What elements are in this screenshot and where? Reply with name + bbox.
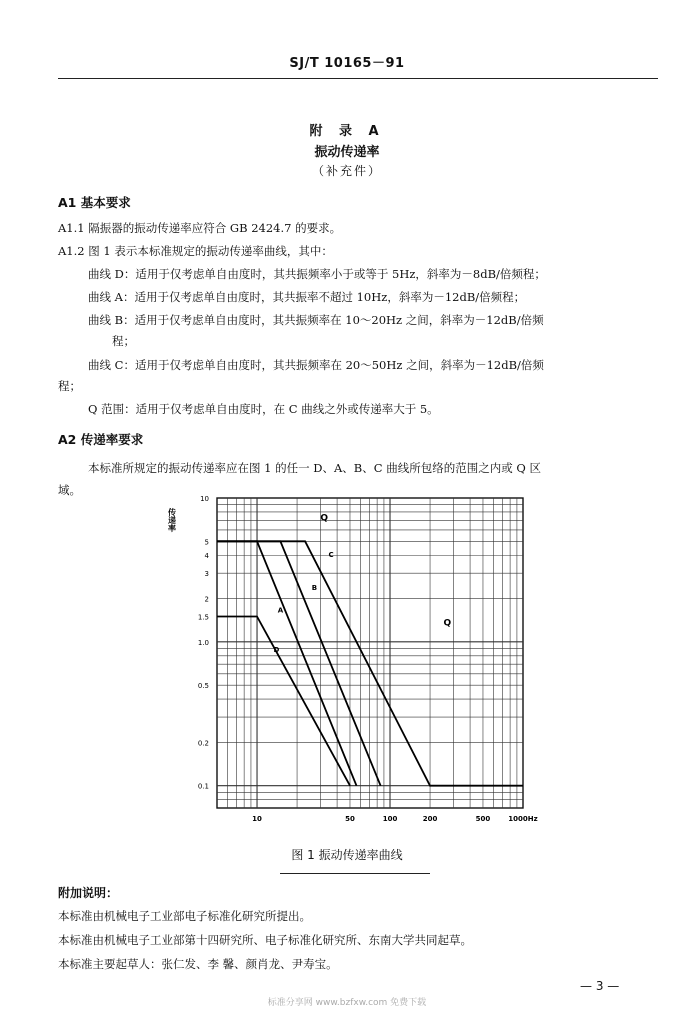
paragraph-a2: 本标准所规定的振动传递率应在图 1 的任一 D、A、B、C 曲线所包络的范围之内或 Q 区 [88, 461, 541, 475]
watermark: 标准分享网 www.bzfxw.com 免费下载 [267, 998, 427, 1008]
y-tick-label: 0.1 [197, 782, 209, 791]
appendix-note: （补充件） [311, 164, 382, 178]
curve-a-description: 曲线 A：适用于仅考虑单自由度时，其共振率不超过 10Hz，斜率为－12dB/倍频程； [88, 290, 526, 304]
region-label-q: Q [443, 618, 452, 629]
chart-annotations [274, 513, 452, 654]
x-tick-labels [252, 815, 538, 823]
section-a2-heading: A2 传递率要求 [58, 432, 144, 447]
paragraph-a2-cont: 域。 [58, 483, 81, 497]
header-rule [58, 78, 658, 79]
notes-title: 附加说明： [58, 886, 119, 900]
y-tick-label: 0.5 [197, 682, 209, 691]
x-tick-label: 100 [382, 815, 398, 823]
y-tick-label: 3 [204, 570, 209, 579]
curve-label-c: C [328, 550, 334, 559]
region-label-q: Q [320, 513, 329, 524]
transmissibility-chart [160, 490, 560, 840]
note-line-1: 本标准由机械电子工业部电子标准化研究所提出。 [58, 909, 311, 923]
x-tick-label: 200 [422, 815, 438, 823]
figure-caption: 图 1 振动传递率曲线 [291, 848, 403, 862]
y-tick-labels [198, 495, 210, 791]
chart-curves [217, 541, 523, 785]
y-tick-label: 5 [204, 538, 209, 547]
paragraph-a1-2: A1.2 图 1 表示本标准规定的振动传递率曲线，其中： [58, 244, 333, 258]
curve-label-a: A [277, 606, 284, 615]
x-tick-label: 1000Hz [508, 815, 538, 823]
section-a1-heading: A1 基本要求 [58, 195, 131, 210]
curve-a [217, 541, 357, 785]
x-tick-label: 500 [475, 815, 491, 823]
q-region-description: Q 范围：适用于仅考虑单自由度时，在 C 曲线之外或传递率大于 5。 [88, 402, 439, 416]
curve-label-b: B [311, 583, 318, 592]
curve-b [217, 541, 381, 785]
curve-b-description: 曲线 B：适用于仅考虑单自由度时，其共振频率在 10～20Hz 之间，斜率为－12dB/倍频 [88, 313, 544, 327]
curve-b-description-cont: 程； [112, 334, 135, 348]
x-tick-label: 50 [345, 815, 355, 823]
caption-rule [280, 873, 430, 874]
curve-d-description: 曲线 D：适用于仅考虑单自由度时，其共振频率小于或等于 5Hz，斜率为－8dB/倍频程； [88, 267, 546, 281]
appendix-title: 附 录 A [309, 124, 385, 139]
y-tick-label: 10 [200, 495, 209, 503]
y-tick-label: 0.2 [197, 739, 209, 748]
curve-c-description: 曲线 C：适用于仅考虑单自由度时，其共振频率在 20～50Hz 之间，斜率为－12dB/倍频 [88, 358, 544, 372]
page-number: — 3 — [580, 979, 620, 993]
curve-label-d: D [273, 646, 280, 655]
appendix-subtitle: 振动传递率 [314, 145, 380, 160]
note-line-3: 本标准主要起草人：张仁发、李 馨、颜肖龙、尹寿宝。 [58, 957, 338, 971]
y-tick-label: 2 [204, 595, 209, 604]
curve-c [217, 541, 523, 785]
y-axis-label: 传递率 [167, 508, 177, 532]
standard-code-header: SJ/T 10165－91 [289, 56, 405, 71]
curve-c-description-cont: 程； [58, 379, 81, 393]
y-tick-label: 1.0 [197, 638, 209, 647]
y-tick-label: 1.5 [197, 613, 209, 622]
x-tick-label: 10 [252, 815, 262, 823]
y-tick-label: 4 [204, 552, 209, 561]
note-line-2: 本标准由机械电子工业部第十四研究所、电子标准化研究所、东南大学共同起草。 [58, 933, 472, 947]
paragraph-a1-1: A1.1 隔振器的振动传递率应符合 GB 2424.7 的要求。 [58, 221, 342, 235]
